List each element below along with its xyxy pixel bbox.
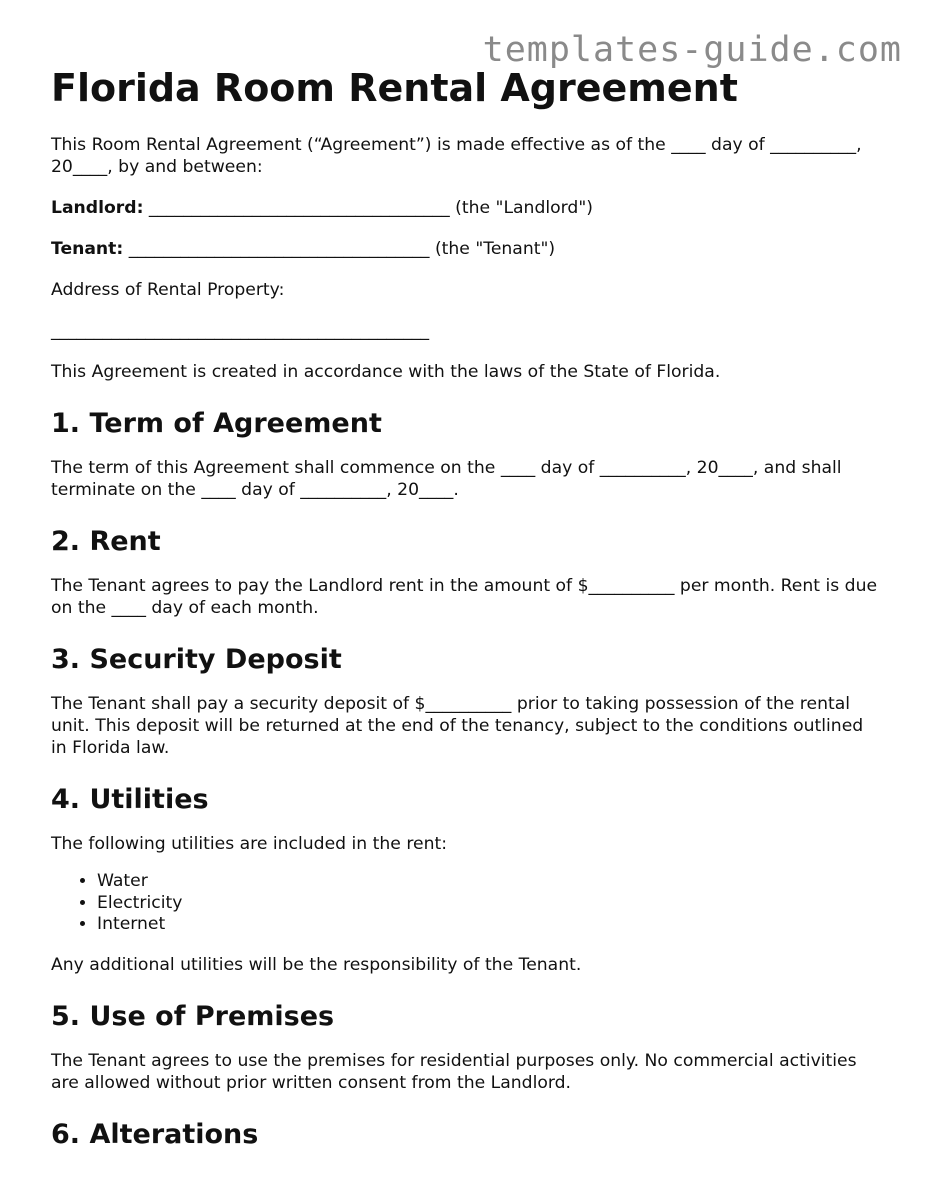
section-rent xyxy=(51,525,881,619)
list-item: • Internet xyxy=(97,914,881,936)
section-utilities xyxy=(51,783,881,976)
document-title: Florida Room Rental Agreement xyxy=(51,66,738,110)
section-heading: 1. Term of Agreement xyxy=(51,408,382,439)
section-heading: 5. Use of Premises xyxy=(51,1000,335,1032)
document xyxy=(51,66,881,1152)
landlord-line xyxy=(51,197,881,219)
section-text: The Tenant agrees to pay the Landlord rent in the amount of $__________ per month. Rent is due on the ____ day of each month. xyxy=(51,576,878,618)
section-text: The term of this Agreement shall commence on the ____ day of __________, 20____, and shall terminate on the ____ day of __________, 20____. xyxy=(51,458,842,500)
section-heading: 4. Utilities xyxy=(51,784,209,815)
tenant-line xyxy=(51,238,881,260)
section-heading: 3. Security Deposit xyxy=(51,644,342,675)
landlord-blank: ___________________________________ (the "Landlord") xyxy=(143,198,593,218)
utilities-note: Any additional utilities will be the responsibility of the Tenant. xyxy=(51,954,582,975)
utilities-list xyxy=(51,871,881,936)
watermark: templates-guide.com xyxy=(482,30,902,70)
section-text: The following utilities are included in the rent: xyxy=(51,834,448,854)
address-blank-line: ____________________________________________ xyxy=(51,321,430,341)
section-text: The Tenant shall pay a security deposit of $__________ prior to taking possession of the rental unit. This deposit will be returned at the end of the tenancy, subject to the conditions outlined in Florida law. xyxy=(51,694,864,758)
intro-paragraph: This Room Rental Agreement (“Agreement”) is made effective as of the ____ day of __________, 20____, by and between: xyxy=(51,135,862,177)
section-security-deposit xyxy=(51,643,881,759)
tenant-label: Tenant: xyxy=(51,239,124,259)
tenant-blank: ___________________________________ (the "Tenant") xyxy=(123,239,556,259)
landlord-label: Landlord: xyxy=(51,198,144,218)
list-item: • Water xyxy=(97,871,881,893)
section-term xyxy=(51,407,881,501)
law-statement: This Agreement is created in accordance with the laws of the State of Florida. xyxy=(51,362,721,382)
section-alterations xyxy=(51,1118,881,1152)
section-use-of-premises xyxy=(51,1000,881,1094)
address-label: Address of Rental Property: xyxy=(51,280,285,300)
section-heading: 2. Rent xyxy=(51,526,161,557)
section-heading: 6. Alterations xyxy=(51,1118,259,1150)
section-text: The Tenant agrees to use the premises for residential purposes only. No commercial activities are allowed without prior written consent from the Landlord. xyxy=(51,1050,857,1093)
list-item: • Electricity xyxy=(97,893,881,915)
